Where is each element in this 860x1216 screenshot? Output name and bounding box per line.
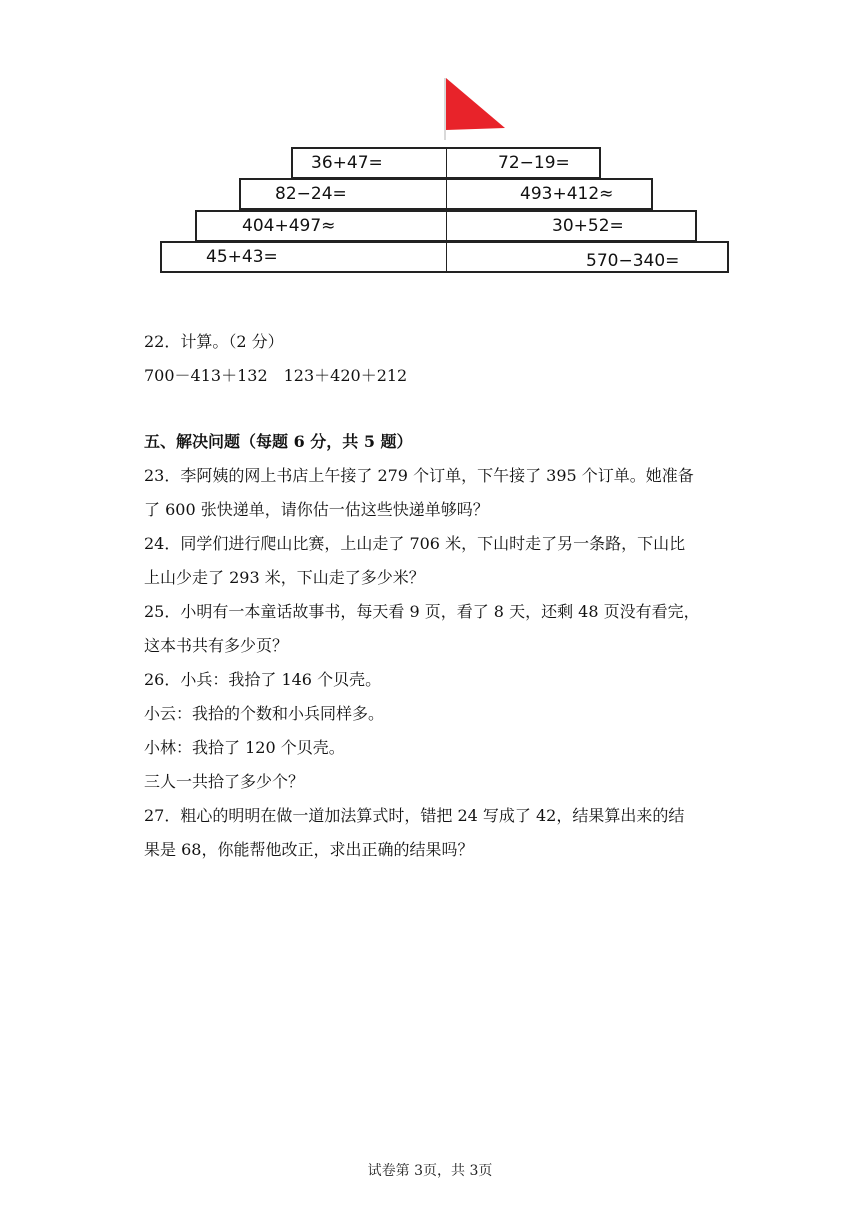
q22-heading: 22．计算。（2 分） bbox=[144, 332, 284, 351]
pyramid-cell-3-right: 30+52= bbox=[552, 216, 624, 236]
q27-line-2: 果是 68，你能帮他改正，求出正确的结果吗？ bbox=[144, 840, 474, 859]
q26-line-1: 26．小兵：我拾了 146 个贝壳。 bbox=[144, 670, 382, 689]
pyramid-row-3 bbox=[195, 210, 697, 242]
pyramid-cell-2-right: 493+412≈ bbox=[520, 184, 614, 204]
q25-line-1: 25．小明有一本童话故事书，每天看 9 页，看了 8 天，还剩 48 页没有看完， bbox=[144, 602, 700, 621]
q23-line-2: 了 600 张快递单，请你估一估这些快递单够吗？ bbox=[144, 500, 489, 519]
q24-line-1: 24．同学们进行爬山比赛，上山走了 706 米，下山时走了另一条路，下山比 bbox=[144, 534, 686, 553]
pyramid-row-4 bbox=[160, 241, 729, 273]
calculation-pyramid bbox=[0, 0, 860, 300]
q26-line-4: 三人一共拾了多少个？ bbox=[144, 772, 305, 791]
pyramid-cell-2-left: 82−24= bbox=[275, 184, 347, 204]
red-flag-icon bbox=[0, 0, 860, 140]
pyramid-cell-1-left: 36+47= bbox=[311, 153, 383, 173]
pyramid-row-2 bbox=[239, 178, 653, 210]
pyramid-cell-1-right: 72−19= bbox=[498, 153, 570, 173]
q26-line-2: 小云：我拾的个数和小兵同样多。 bbox=[144, 704, 385, 723]
q26-line-3: 小林：我拾了 120 个贝壳。 bbox=[144, 738, 345, 757]
q23-line-1: 23．李阿姨的网上书店上午接了 279 个订单，下午接了 395 个订单。她准备 bbox=[144, 466, 694, 485]
pyramid-row-1 bbox=[291, 147, 601, 179]
pyramid-cell-3-left: 404+497≈ bbox=[242, 216, 336, 236]
pyramid-cell-4-right: 570−340= bbox=[586, 251, 680, 271]
section-5-title: 五、解决问题（每题 6 分，共 5 题） bbox=[144, 432, 413, 451]
page-footer: 试卷第 3页，共 3页 bbox=[367, 1163, 493, 1179]
q27-line-1: 27．粗心的明明在做一道加法算式时，错把 24 写成了 42，结果算出来的结 bbox=[144, 806, 685, 825]
q25-line-2: 这本书共有多少页？ bbox=[144, 636, 289, 655]
q24-line-2: 上山少走了 293 米，下山走了多少米？ bbox=[144, 568, 425, 587]
q22-expressions: 700－413＋132 123＋420＋212 bbox=[144, 366, 408, 385]
pyramid-cell-4-left: 45+43= bbox=[206, 247, 278, 267]
